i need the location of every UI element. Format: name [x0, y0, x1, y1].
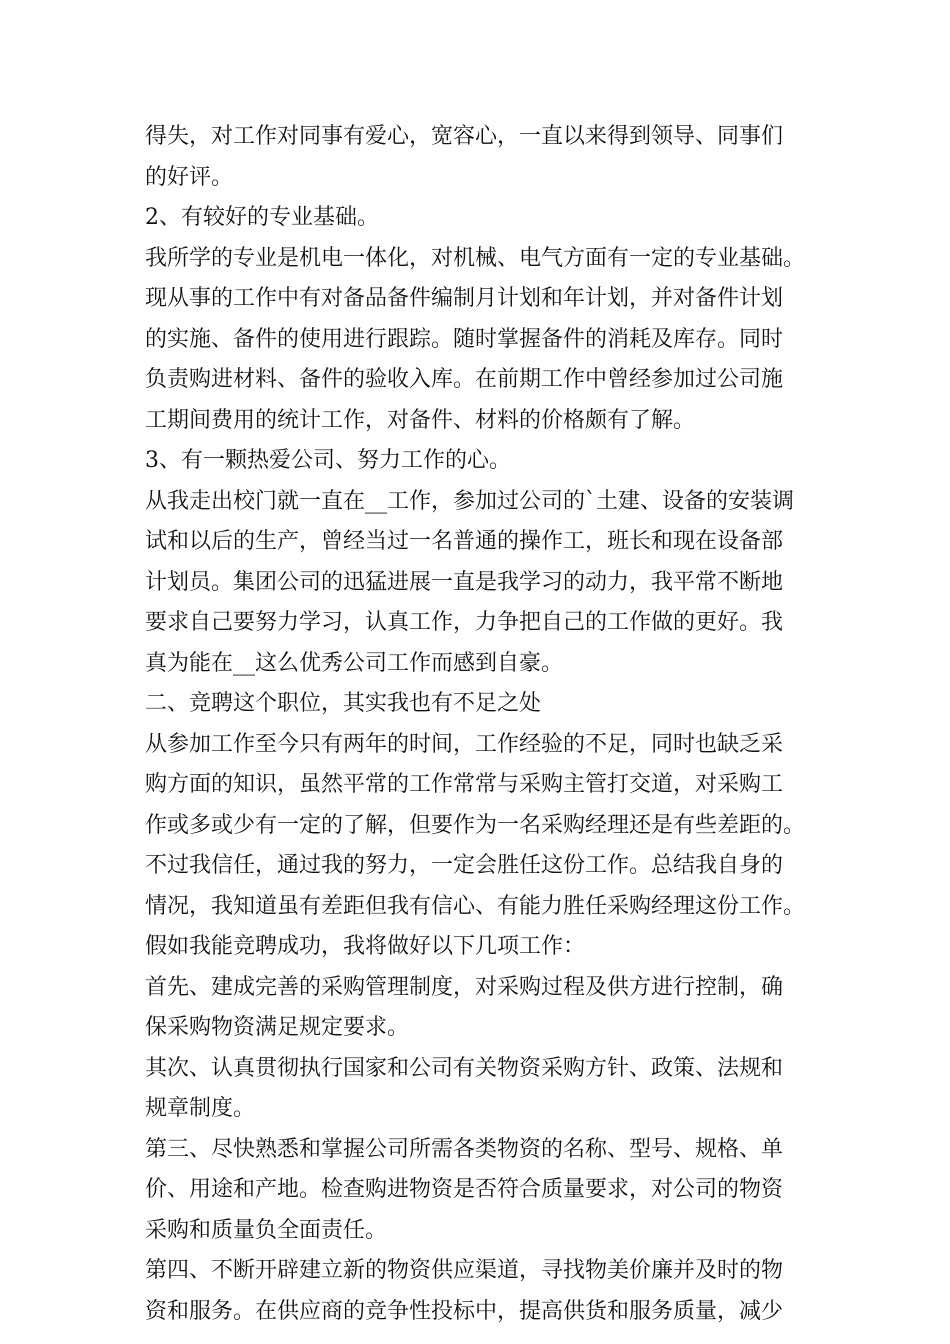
- text-line: 购方面的知识，虽然平常的工作常常与采购主管打交道，对采购工: [145, 772, 784, 797]
- section-heading: 2、有较好的专业基础。: [145, 205, 379, 230]
- text-line: 情况，我知道虽有差距但我有信心、有能力胜任采购经理这份工作。: [145, 893, 806, 919]
- text-line: 作或多或少有一定的了解，但要作为一名采购经理还是有些差距的。: [145, 812, 806, 838]
- text-line: 要求自己要努力学习，认真工作，力争把自己的工作做的更好。我: [145, 610, 784, 635]
- text-line: 不过我信任，通过我的努力，一定会胜任这份工作。总结我自身的: [145, 853, 784, 878]
- text-line: 其次、认真贯彻执行国家和公司有关物资采购方针、政策、法规和: [145, 1055, 784, 1081]
- text-line: 真为能在__这么优秀公司工作而感到自豪。: [145, 650, 564, 676]
- text-line: 的实施、备件的使用进行跟踪。随时掌握备件的消耗及库存。同时: [145, 326, 784, 352]
- text-line: 计划员。集团公司的迅猛进展一直是我学习的动力，我平常不断地: [145, 569, 784, 595]
- section-heading: 二、竞聘这个职位，其实我也有不足之处: [145, 691, 542, 716]
- text-line: 工期间费用的统计工作，对备件、材料的价格颇有了解。: [145, 407, 696, 433]
- document-body: [145, 117, 825, 1332]
- text-line: 采购和质量负全面责任。: [145, 1217, 388, 1243]
- text-line: 从参加工作至今只有两年的时间，工作经验的不足，同时也缺乏采: [145, 731, 784, 757]
- text-line: 负责购进材料、备件的验收入库。在前期工作中曾经参加过公司施: [145, 367, 784, 392]
- text-line: 得失，对工作对同事有爱心，宽容心，一直以来得到领导、同事们: [145, 124, 784, 149]
- text-line: 资和服务。在供应商的竞争性投标中，提高供货和服务质量，减少: [145, 1298, 784, 1324]
- text-line: 现从事的工作中有对备品备件编制月计划和年计划，并对备件计划: [145, 286, 784, 311]
- text-line: 第三、尽快熟悉和掌握公司所需各类物资的名称、型号、规格、单: [145, 1136, 784, 1162]
- section-heading: 3、有一颗热爱公司、努力工作的心。: [145, 448, 511, 473]
- text-line: 从我走出校门就一直在__工作，参加过公司的`土建、设备的安装调: [145, 488, 795, 514]
- text-line: 第四、不断开辟建立新的物资供应渠道，寻找物美价廉并及时的物: [145, 1258, 784, 1283]
- text-line: 保采购物资满足规定要求。: [145, 1015, 410, 1040]
- text-line: 假如我能竞聘成功，我将做好以下几项工作：: [145, 934, 586, 959]
- text-line: 首先、建成完善的采购管理制度，对采购过程及供方进行控制，确: [145, 974, 784, 1000]
- text-line: 价、用途和产地。检查购进物资是否符合质量要求，对公司的物资: [145, 1177, 784, 1202]
- text-line: 规章制度。: [145, 1096, 256, 1121]
- text-line: 的好评。: [145, 164, 234, 190]
- text-line: 我所学的专业是机电一体化，对机械、电气方面有一定的专业基础。: [145, 245, 806, 271]
- text-line: 试和以后的生产，曾经当过一名普通的操作工，班长和现在设备部: [145, 529, 784, 554]
